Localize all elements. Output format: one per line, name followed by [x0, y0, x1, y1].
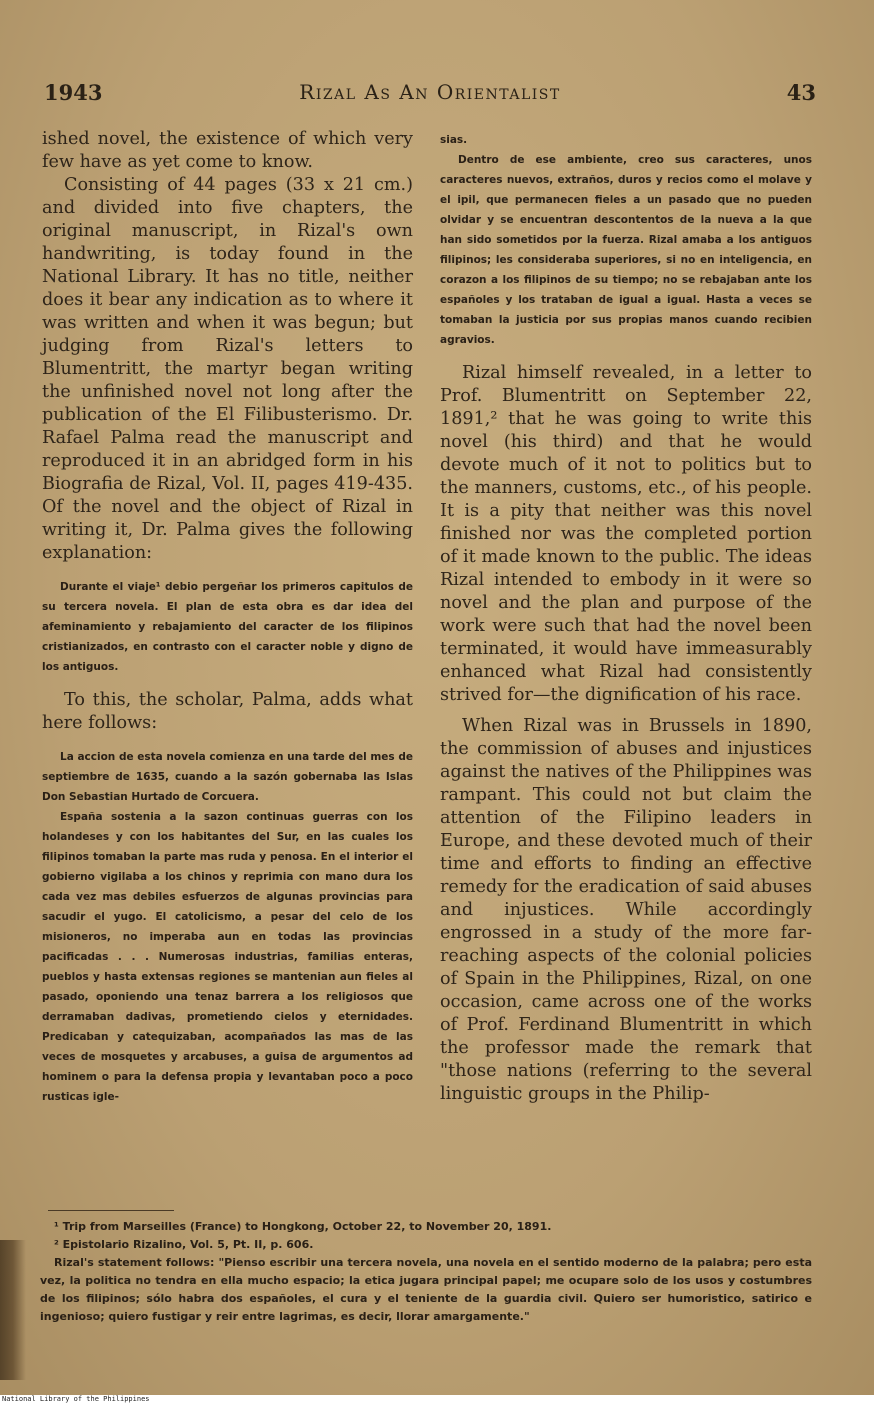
- left-column: [42, 128, 413, 1107]
- binding-shadow: [0, 1240, 26, 1380]
- page-number: 43: [786, 80, 816, 105]
- paragraph: Rizal himself revealed, in a letter to Prof. Blumentritt on September 22, 1891,² that he was going to write this novel (his third) and that he would devote much of it not to politics but to the manners, customs, etc., of his people. It is a pity that neither was this novel finished nor was the completed portion of it made known to the public. The ideas Rizal intended to embody in it were so novel and the plan and purpose of the work were such that had the novel been terminated, it would have immeasurably enhanced what Rizal had consistently strived for—the dignification of his race.: [440, 363, 812, 705]
- footnote-rule: [48, 1210, 174, 1211]
- footnotes: [40, 1218, 812, 1326]
- running-header: [44, 80, 816, 110]
- header-title: Rizal As An Orientalist: [299, 80, 561, 104]
- paragraph: Consisting of 44 pages (33 x 21 cm.) and divided into five chapters, the original manuscript, in Rizal's own handwriting, is today found in the National Library. It has no title, neither does it bear any indication as to where it was written and when it was begun; but judging from Rizal's letters to Blumentritt, the martyr began writing the unfinished novel not long after the publication of the El Filibusterismo. Dr. Rafael Palma read the manuscript and reproduced it in an abridged form in his Biografia de Rizal, Vol. II, pages 419-435. Of the novel and the object of Rizal in writing it, Dr. Palma gives the following explanation:: [42, 175, 413, 563]
- source-label: National Library of the Philippines: [0, 1395, 874, 1403]
- block-quote: Dentro de ese ambiente, creo sus caracteres, unos caracteres nuevos, extraños, duros y recios como el molave y el ipil, que permanecen fieles a un pasado que no pueden olvidar y se encuentran descontentos de la nueva a la que han sido sometidos por la fuerza. Rizal amaba a los antiguos filipinos; les consideraba superiores, si no en inteligencia, en corazon a los filipinos de su tiempo; no se rebajaban ante los españoles y los trataban de igual a igual. Hasta a veces se tomaban la justicia por sus propias manos cuando recibien agravios.: [440, 154, 812, 346]
- block-quote: España sostenia a la sazon continuas guerras con los holandeses y con los habitantes del Sur, en las cuales los filipinos tomaban la parte mas ruda y penosa. En el interior el gobierno vigilaba a los chinos y reprimia con mano dura los cada vez mas debiles esfuerzos de algunas provincias para sacudir el yugo. El catolicismo, a pesar del celo de los misioneros, no imperaba aun en todas las provincias pacificadas . . . Numerosas industrias, familias enteras, pueblos y hasta extensas regiones se mantenian aun fieles al pasado, oponiendo una tenaz barrera a los religiosos que derramaban dadivas, prometiendo cielos y eternidades. Predicaban y catequizaban, acompañados las mas de las veces de mosquetes y arcabuses, a guisa de argumentos ad hominem o para la defensa propia y levantaban poco a poco rusticas igle-: [42, 811, 413, 1103]
- block-quote: Durante el viaje¹ debio pergeñar los primeros capitulos de su tercera novela. El plan de esta obra es dar idea del afeminamiento y rebajamiento del caracter de los filipinos cristianizados, en contrasto con el caracter noble y digno de los antiguos.: [42, 581, 413, 673]
- paragraph: To this, the scholar, Palma, adds what here follows:: [42, 690, 413, 733]
- block-quote: La accion de esta novela comienza en una tarde del mes de septiembre de 1635, cuando a la sazón gobernaba las Islas Don Sebastian Hurtado de Corcuera.: [42, 751, 413, 803]
- header-year: 1943: [44, 80, 103, 105]
- footnote: ² Epistolario Rizalino, Vol. 5, Pt. II, p. 606.: [54, 1238, 314, 1251]
- footnote: Rizal's statement follows: "Pienso escribir una tercera novela, una novela en el sentido moderno de la palabra; pero esta vez, la politica no tendra en ella mucho espacio; la etica jugara principal papel; me ocupare solo de los usos y costumbres de los filipinos; sólo habra dos españoles, el cura y el teniente de la guardia civil. Quiero ser humoristico, satirico e ingenioso; quiero fustigar y reir entre lagrimas, es decir, llorar amargamente.": [40, 1256, 812, 1323]
- block-quote: sias.: [440, 134, 468, 146]
- paragraph: ished novel, the existence of which very few have as yet come to know.: [42, 129, 413, 172]
- footnote: ¹ Trip from Marseilles (France) to Hongkong, October 22, to November 20, 1891.: [54, 1220, 552, 1233]
- right-column: [440, 130, 812, 1106]
- paragraph: When Rizal was in Brussels in 1890, the commission of abuses and injustices against the natives of the Philippines was rampant. This could not but claim the attention of the Filipino leaders in Europe, and these devoted much of their time and efforts to finding an effective remedy for the eradication of said abuses and injustices. While accordingly engrossed in a study of the more far-reaching aspects of the colonial policies of Spain in the Philippines, Rizal, on one occasion, came across one of the works of Prof. Ferdinand Blumentritt in which the professor made the remark that "those nations (referring to the several linguistic groups in the Philip-: [440, 716, 812, 1104]
